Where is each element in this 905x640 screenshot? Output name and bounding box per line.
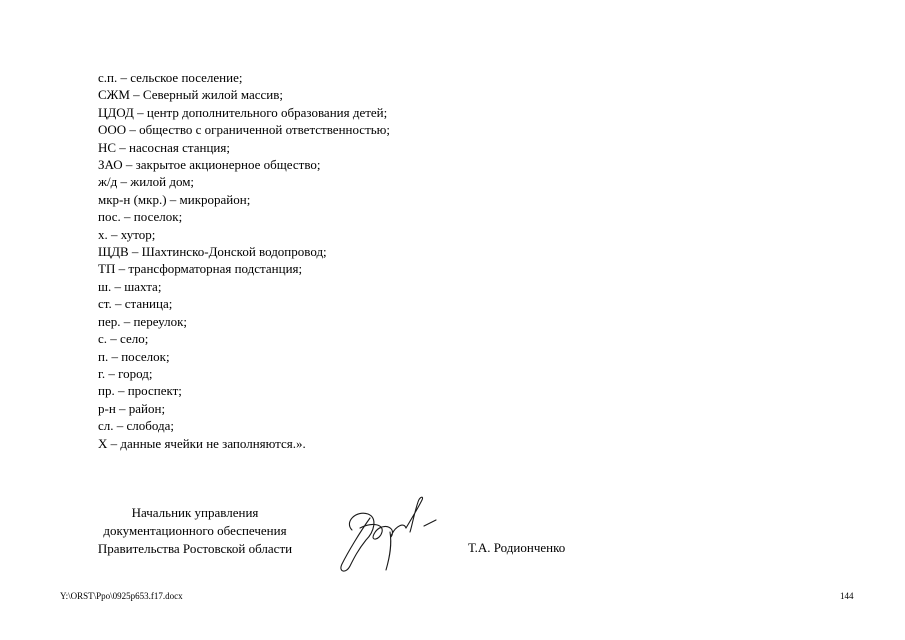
signer-name: Т.А. Родионченко (468, 540, 566, 555)
abbreviation-item: ш. – шахта; (98, 278, 162, 294)
signature-stroke (341, 513, 374, 571)
signer-title-line: Правительства Ростовской области (97, 541, 293, 556)
abbreviation-item: пер. – переулок; (98, 313, 187, 329)
abbreviation-item: п. – поселок; (98, 348, 170, 364)
signature-stroke (360, 525, 406, 540)
abbreviation-item: ж/д – жилой дом; (98, 174, 195, 190)
abbreviation-item: ООО – общество с ограниченной ответственностью; (98, 122, 391, 138)
abbreviation-list (98, 69, 390, 452)
page-number: 144 (840, 591, 854, 601)
abbreviation-item: Х – данные ячейки не заполняются.». (98, 435, 306, 451)
abbreviation-item: мкр-н (мкр.) – микрорайон; (98, 191, 251, 207)
abbreviation-item: ТП – трансформаторная подстанция; (98, 261, 303, 277)
signature-stroke (386, 532, 391, 570)
abbreviation-item: с. – село; (98, 331, 149, 347)
abbreviation-item: ЦДОД – центр дополнительного образования детей; (98, 104, 388, 120)
abbreviation-item: сл. – слобода; (98, 418, 175, 434)
abbreviation-item: с.п. – сельское поселение; (98, 70, 243, 85)
abbreviation-item: ЗАО – закрытое акционерное общество; (98, 157, 321, 173)
abbreviation-item: г. – город; (98, 365, 153, 381)
signer-title-line: Начальник управления (131, 505, 259, 520)
abbreviation-item: р-н – район; (98, 400, 166, 416)
abbreviation-item: СЖМ – Северный жилой массив; (98, 87, 283, 103)
abbreviation-item: ст. – станица; (98, 296, 173, 312)
signer-title (50, 504, 340, 558)
abbreviation-item: пос. – поселок; (98, 209, 183, 225)
signature-stroke (406, 497, 423, 532)
handwritten-signature (330, 492, 445, 577)
abbreviation-item: НС – насосная станция; (98, 139, 230, 155)
footer-file-path: Y:\ORST\Ppo\0925p653.f17.docx (60, 591, 183, 601)
abbreviation-item: пр. – проспект; (98, 383, 182, 399)
abbreviation-item: х. – хутор; (98, 226, 156, 242)
signer-title-line: документационного обеспечения (103, 523, 287, 538)
signature-stroke (424, 520, 436, 526)
abbreviation-item: ЩДВ – Шахтинско-Донской водопровод; (98, 244, 327, 260)
